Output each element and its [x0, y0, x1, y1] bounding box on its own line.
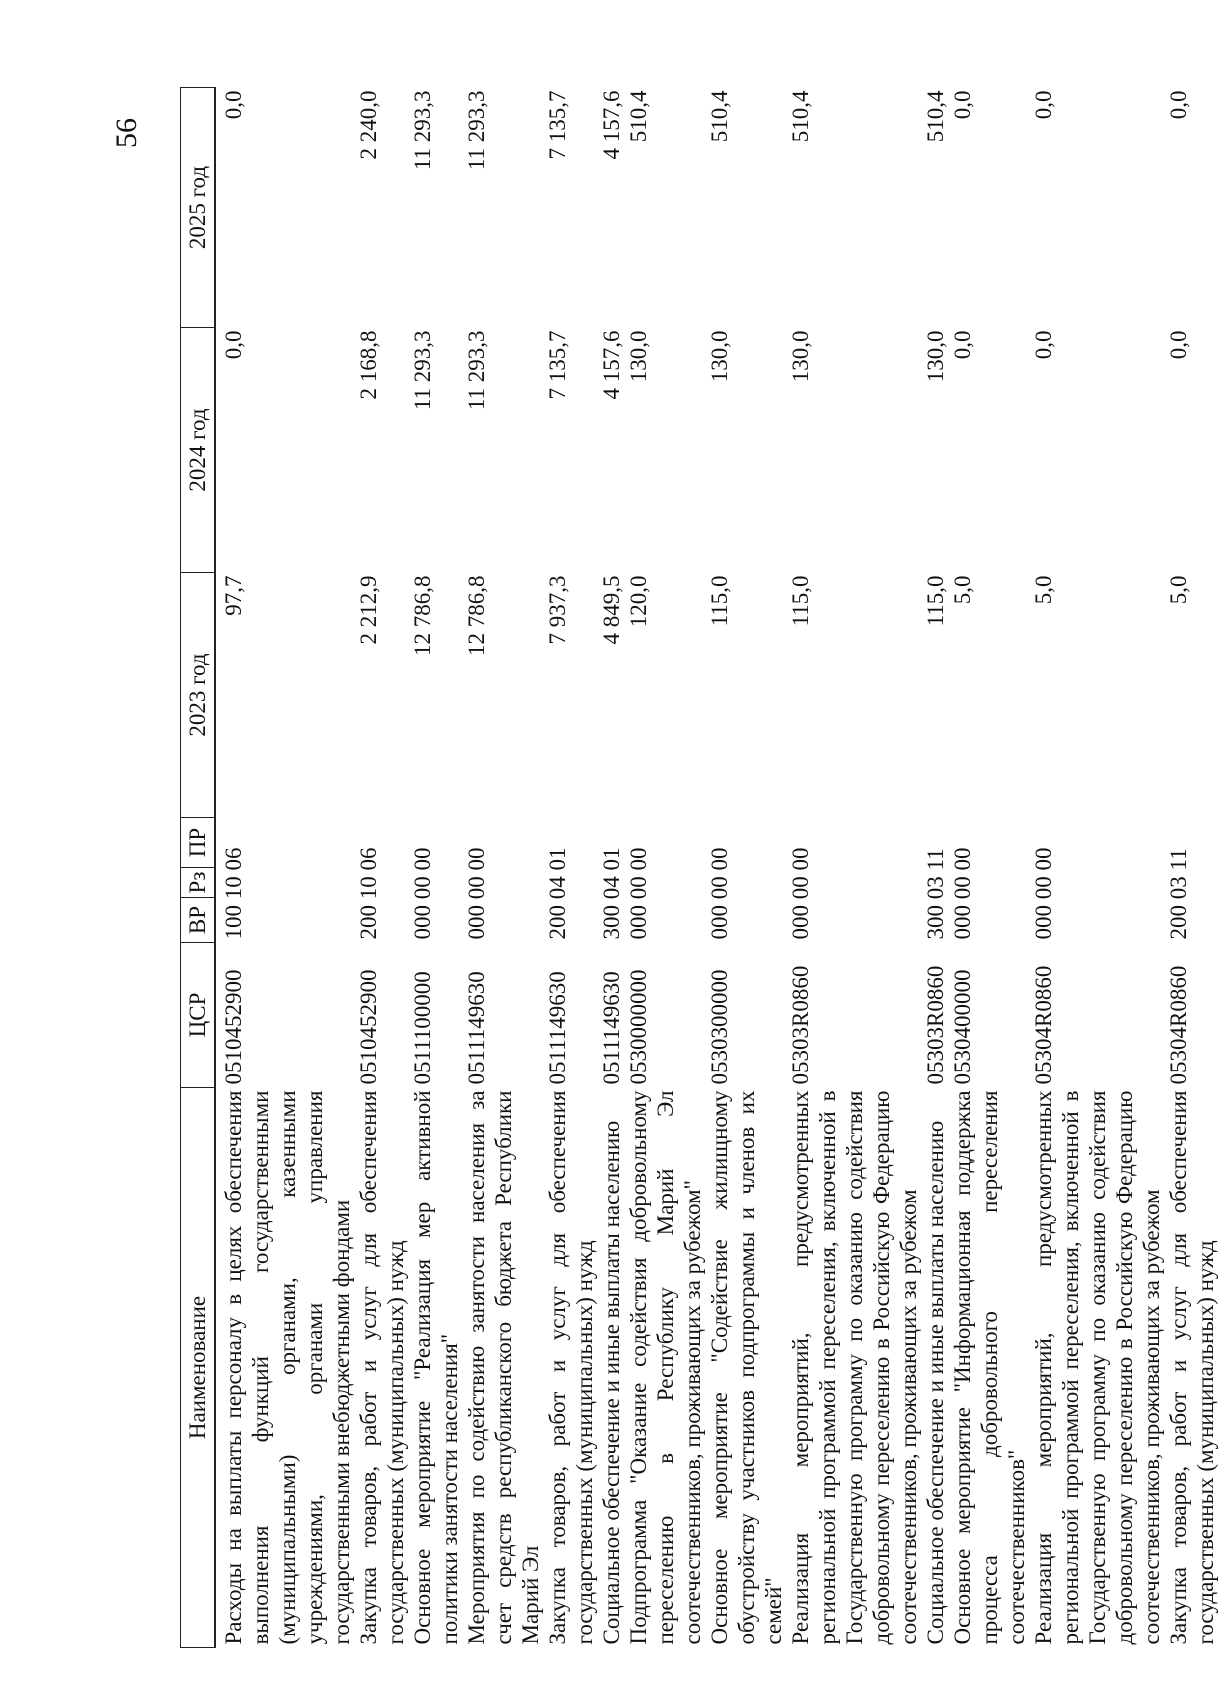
row-name: Закупка товаров, работ и услуг для обеспечения государственных (муниципальных) нужд	[1166, 1090, 1218, 1645]
header-vr: ВР	[181, 898, 216, 943]
row-value-2024: 11 293,3	[410, 330, 435, 411]
row-value-2025: 4 157,6	[599, 90, 624, 160]
row-value-2025: 510,4	[626, 90, 651, 143]
row-value-2024: 4 157,6	[599, 330, 624, 400]
row-value-2025: 11 293,3	[464, 90, 489, 171]
table-row	[598, 88, 625, 1648]
row-csr: 0530300000	[707, 969, 732, 1085]
row-code: 200 10 06	[356, 847, 381, 940]
row-value-2023: 115,0	[788, 575, 813, 627]
table-row	[949, 88, 1030, 1648]
row-value-2023: 7 937,3	[545, 575, 570, 645]
row-csr: 05303R0860	[788, 965, 813, 1085]
header-rz: Рз	[181, 868, 216, 898]
row-csr: 0511149630	[599, 971, 624, 1085]
header-name: Наименование	[181, 1088, 216, 1648]
row-value-2023: 12 786,8	[410, 575, 435, 656]
header-2023: 2023 год	[181, 573, 216, 818]
row-value-2023: 12 786,8	[464, 575, 489, 656]
row-name: Закупка товаров, работ и услуг для обеспечения государственных (муниципальных) нужд	[356, 1090, 408, 1645]
row-code: 100 10 06	[221, 847, 246, 940]
page-number: 56	[110, 118, 143, 148]
row-name: Основное мероприятие "Реализация мер активной политики занятости населения"	[410, 1090, 462, 1645]
row-value-2023: 115,0	[923, 575, 948, 627]
row-csr: 05303R0860	[923, 965, 948, 1085]
row-value-2023: 5,0	[1166, 575, 1191, 605]
table-row	[355, 88, 409, 1648]
table-row	[409, 88, 463, 1648]
table-row	[1165, 88, 1219, 1648]
budget-table	[180, 87, 1219, 1648]
table-row	[1030, 88, 1165, 1648]
row-csr: 05304R0860	[1166, 965, 1191, 1085]
row-code: 000 00 00	[464, 847, 489, 940]
row-value-2024: 0,0	[1031, 330, 1056, 360]
header-csr: ЦСР	[181, 943, 216, 1088]
row-csr: 0530000000	[626, 969, 651, 1085]
row-value-2025: 510,4	[923, 90, 948, 143]
row-name: Закупка товаров, работ и услуг для обеспечения государственных (муниципальных) нужд	[545, 1090, 597, 1645]
row-value-2023: 120,0	[626, 575, 651, 628]
row-value-2023: 4 849,5	[599, 575, 624, 645]
row-value-2024: 11 293,3	[464, 330, 489, 411]
table-header	[181, 88, 216, 1648]
row-code: 000 00 00	[788, 847, 813, 940]
row-name: Реализация мероприятий, предусмотренных региональной программой переселения, включенной в Государственную программу по оказанию содействия добровольному переселению в Российскую Федерацию соотечественников, проживающих за рубежом	[788, 1090, 921, 1645]
table-row	[922, 88, 949, 1648]
row-value-2023: 97,7	[221, 575, 246, 616]
row-csr: 05304R0860	[1031, 965, 1056, 1085]
table-row	[215, 88, 355, 1648]
row-value-2025: 0,0	[950, 90, 975, 120]
row-value-2025: 510,4	[788, 90, 813, 143]
row-code: 000 00 00	[707, 847, 732, 940]
row-code: 200 03 11	[1166, 848, 1191, 940]
rotated-page	[50, 48, 1218, 1648]
table-row	[544, 88, 598, 1648]
row-name: Основное мероприятие "Содействие жилищному обустройству участников подпрограммы и членов их семей"	[707, 1090, 786, 1645]
row-value-2023: 2 212,9	[356, 575, 381, 645]
row-name: Социальное обеспечение и иные выплаты населению	[599, 1120, 624, 1645]
row-code: 000 00 00	[626, 847, 651, 940]
header-2024: 2024 год	[181, 328, 216, 573]
row-code: 300 04 01	[599, 847, 624, 940]
row-value-2025: 11 293,3	[410, 90, 435, 171]
header-2025: 2025 год	[181, 88, 216, 328]
row-name: Реализация мероприятий, предусмотренных региональной программой переселения, включенной в Государственную программу по оказанию содействия добровольному переселению в Российскую Федерацию соотечественников, проживающих за рубежом	[1031, 1090, 1164, 1645]
row-value-2024: 130,0	[707, 330, 732, 383]
row-value-2023: 5,0	[950, 575, 975, 605]
row-csr: 0511100000	[410, 971, 435, 1085]
row-code: 000 00 00	[1031, 847, 1056, 940]
row-value-2024: 7 135,7	[545, 330, 570, 400]
row-value-2024: 0,0	[950, 330, 975, 360]
header-pr: ПР	[181, 818, 216, 868]
row-name: Расходы на выплаты персоналу в целях обеспечения выполнения функций государственными (муниципальными) органами, казенными учреждениями, органами управления государственными внебюджетными фондами	[221, 1090, 354, 1645]
row-value-2024: 0,0	[221, 330, 246, 360]
row-value-2024: 130,0	[923, 330, 948, 383]
row-csr: 0510452900	[221, 969, 246, 1085]
table-row	[706, 88, 787, 1648]
row-value-2024: 130,0	[626, 330, 651, 383]
row-value-2025: 2 240,0	[356, 90, 381, 160]
row-value-2023: 115,0	[707, 575, 732, 627]
row-name: Мероприятия по содействию занятости населения за счет средств республиканского бюджета Республики Марий Эл	[464, 1090, 543, 1645]
row-name: Социальное обеспечение и иные выплаты населению	[923, 1120, 948, 1645]
table-body	[215, 88, 1219, 1648]
row-value-2025: 7 135,7	[545, 90, 570, 160]
row-value-2025: 510,4	[707, 90, 732, 143]
row-value-2024: 0,0	[1166, 330, 1191, 360]
row-value-2025: 0,0	[1031, 90, 1056, 120]
row-value-2023: 5,0	[1031, 575, 1056, 605]
row-name: Основное мероприятие "Информационная поддержка процесса добровольного переселения соотечественников"	[950, 1090, 1029, 1645]
row-csr: 0511149630	[545, 971, 570, 1085]
row-value-2024: 130,0	[788, 330, 813, 383]
row-value-2024: 2 168,8	[356, 330, 381, 400]
row-code: 000 00 00	[410, 847, 435, 940]
row-code: 200 04 01	[545, 847, 570, 940]
row-code: 300 03 11	[923, 848, 948, 940]
table-row	[787, 88, 922, 1648]
table-row	[625, 88, 706, 1648]
table-row	[463, 88, 544, 1648]
row-csr: 0511149630	[464, 971, 489, 1085]
row-name: Подпрограмма "Оказание содействия добровольному переселению в Республику Марий Эл соотечественников, проживающих за рубежом"	[626, 1090, 705, 1645]
row-value-2025: 0,0	[1166, 90, 1191, 120]
row-csr: 0510452900	[356, 969, 381, 1085]
row-code: 000 00 00	[950, 847, 975, 940]
row-value-2025: 0,0	[221, 90, 246, 120]
row-csr: 0530400000	[950, 969, 975, 1085]
